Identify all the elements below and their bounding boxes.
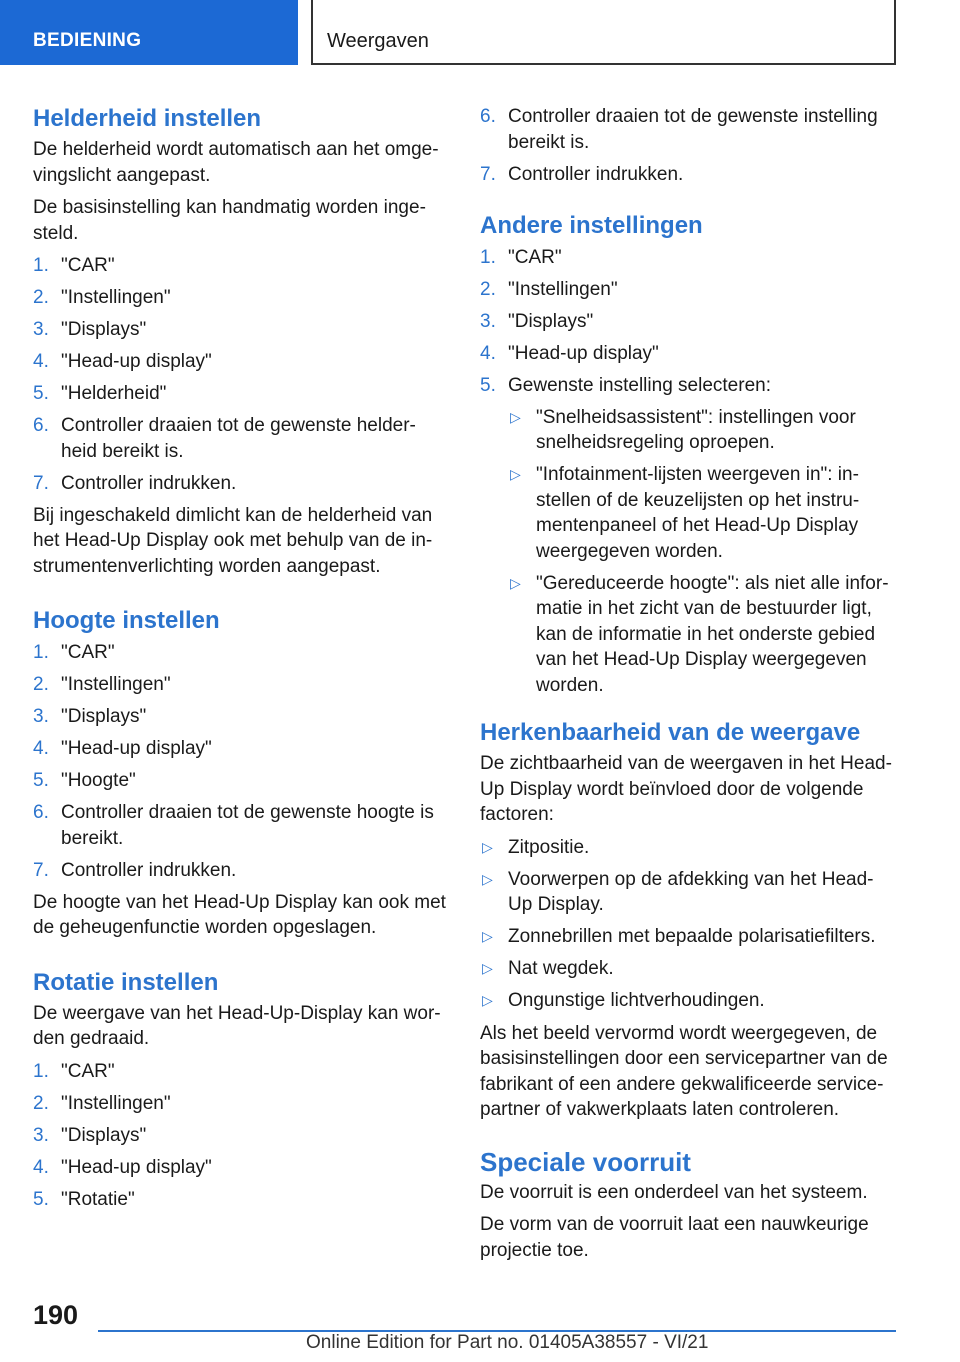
factor-item (480, 988, 895, 1014)
step-text: "Head-up display" (61, 351, 212, 372)
step-number: 4. (480, 343, 496, 364)
page-number: 190 (33, 1300, 79, 1330)
factor-item (480, 867, 895, 918)
factor-text: Voorwerpen op de afdekking van het Head-Up Display. (508, 868, 874, 915)
step-number: 2. (33, 1092, 49, 1114)
step-item (33, 800, 449, 851)
paragraph: Als het beeld vervormd wordt weergegeven, de basisinstellingen door een servicepartner van de fabrikant of een andere gekwalificeerde service-partner of vakwerkplaats laten controleren. (480, 1022, 888, 1120)
step-text: Controller draaien tot de gewenste hoogte is bereikt. (61, 802, 434, 849)
step-item (33, 285, 449, 311)
triangle-right-icon: ▷ (510, 466, 521, 482)
heading-height: Hoogte instellen (33, 607, 220, 634)
step-number: 4. (33, 1156, 49, 1178)
step-text: "Head-up display" (508, 343, 659, 364)
step-item (33, 704, 449, 730)
step-text: "Instellingen" (61, 674, 171, 695)
section-label: BEDIENING (33, 30, 142, 51)
factor-text: Zonnebrillen met bepaalde polarisatiefilters. (508, 926, 876, 947)
triangle-right-icon: ▷ (482, 960, 493, 976)
paragraph: De voorruit is een onderdeel van het systeem. (480, 1181, 868, 1203)
step-item (480, 162, 895, 188)
triangle-right-icon: ▷ (482, 870, 493, 887)
factor-text: Nat wegdek. (508, 958, 614, 979)
factor-list (480, 835, 895, 1014)
step-item (33, 1187, 449, 1213)
step-number: 4. (33, 351, 49, 372)
step-number: 1. (33, 1060, 49, 1082)
sub-option-text: "Infotainment-lijsten weergeven in": in-stellen of de keuzelijsten op het instru-mentenpaneel of het Head-Up Display weergegeven worden. (536, 464, 860, 562)
steps-list (33, 640, 449, 883)
step-text: Controller indrukken. (508, 163, 684, 185)
step-text: Controller draaien tot de gewenste helder-heid bereikt is. (61, 415, 416, 462)
step-item (480, 104, 895, 155)
factor-text: Zitpositie. (508, 836, 590, 858)
step-item (33, 317, 449, 343)
paragraph: De hoogte van het Head-Up Display kan ook met de geheugenfunctie worden opgeslagen. (33, 891, 446, 938)
step-number: 1. (33, 642, 49, 663)
step-text: "Instellingen" (61, 287, 171, 308)
heading-brightness: Helderheid instellen (33, 105, 262, 132)
step-item (33, 413, 449, 464)
step-text: "Helderheid" (61, 383, 167, 404)
step-text: "Displays" (61, 1124, 147, 1146)
heading-rotation: Rotatie instellen (33, 968, 219, 996)
right-column (480, 104, 895, 1270)
step-text: "Displays" (61, 706, 147, 727)
steps-list (480, 104, 895, 187)
paragraph: De zichtbaarheid van de weergaven in het Head-Up Display wordt beïnvloed door de volgende factoren: (480, 753, 892, 825)
step-item (33, 858, 449, 884)
step-text: "Hoogte" (61, 770, 136, 791)
chapter-title: Weergaven (327, 30, 429, 52)
step-item (33, 381, 449, 407)
section-tab (0, 0, 298, 65)
sub-option-item (508, 462, 895, 564)
step-item (33, 1123, 449, 1149)
step-number: 3. (33, 319, 49, 340)
step-item (33, 471, 449, 497)
step-item (480, 373, 895, 698)
step-text: "Head-up display" (61, 738, 212, 759)
step-number: 2. (480, 279, 496, 300)
paragraph: De basisinstelling kan handmatig worden inge-steld. (33, 197, 426, 244)
step-number: 5. (33, 770, 49, 791)
step-text: "CAR" (61, 642, 115, 663)
steps-list (33, 1059, 449, 1213)
step-number: 2. (33, 287, 49, 308)
paragraph: De vorm van de voorruit laat een nauwkeurige projectie toe. (480, 1214, 869, 1261)
left-column (33, 104, 449, 1219)
triangle-right-icon: ▷ (510, 574, 521, 591)
step-text: "Instellingen" (61, 1092, 171, 1114)
step-item (480, 277, 895, 303)
factor-item (480, 956, 895, 982)
paragraph: De weergave van het Head-Up-Display kan wor-den gedraaid. (33, 1002, 441, 1049)
triangle-right-icon: ▷ (482, 838, 493, 855)
step-item (33, 1155, 449, 1181)
step-number: 5. (33, 1188, 49, 1210)
step-text: "Rotatie" (61, 1188, 135, 1210)
paragraph: De helderheid wordt automatisch aan het omge-vingslicht aangepast. (33, 139, 439, 186)
step-number: 5. (33, 383, 49, 404)
step-text: "Displays" (508, 311, 594, 332)
heading-windshield: Speciale voorruit (480, 1146, 691, 1177)
step-text: "CAR" (61, 1060, 115, 1082)
step-number: 1. (480, 247, 496, 268)
step-number: 7. (33, 859, 49, 881)
chapter-header (311, 0, 896, 65)
step-number: 3. (33, 1124, 49, 1146)
sub-option-item (508, 571, 895, 699)
triangle-right-icon: ▷ (482, 992, 493, 1008)
step-item (33, 640, 449, 666)
step-text: Controller indrukken. (61, 859, 237, 881)
step-number: 6. (33, 802, 49, 823)
step-text: "Head-up display" (61, 1156, 212, 1178)
sub-option-list (508, 405, 895, 699)
heading-visibility: Herkenbaarheid van de weergave (480, 719, 861, 746)
sub-option-text: "Snelheidsassistent": instellingen voor snelheidsregeling oproepen. (536, 406, 856, 453)
step-item (33, 253, 449, 279)
factor-item (480, 835, 895, 861)
step-item (480, 245, 895, 271)
step-text: "CAR" (61, 255, 115, 276)
step-item (33, 672, 449, 698)
step-item (480, 341, 895, 367)
step-number: 6. (33, 415, 49, 436)
step-item (480, 309, 895, 335)
step-item (33, 349, 449, 375)
step-number: 7. (480, 163, 496, 185)
step-number: 6. (480, 106, 496, 127)
step-item (33, 1059, 449, 1085)
step-number: 2. (33, 674, 49, 695)
triangle-right-icon: ▷ (482, 928, 493, 944)
sub-option-item (508, 405, 895, 456)
sub-option-text: "Gereduceerde hoogte": als niet alle infor-matie in het zicht van de bestuurder ligt, kan de informatie in het onderste gebied van het Head-Up Display weergegeven worden. (536, 572, 889, 696)
step-text: Gewenste instelling selecteren: (508, 375, 771, 396)
step-text: Controller indrukken. (61, 472, 237, 494)
steps-list (33, 253, 449, 496)
factor-item (480, 924, 895, 950)
step-number: 7. (33, 472, 49, 494)
step-text: Controller draaien tot de gewenste instelling bereikt is. (508, 106, 878, 153)
step-text: "Displays" (61, 319, 147, 340)
edition-note: Online Edition for Part no. 01405A38557 - VI/21 (306, 1332, 709, 1353)
step-number: 5. (480, 375, 496, 396)
factor-text: Ongunstige lichtverhoudingen. (508, 990, 765, 1011)
step-number: 3. (480, 311, 496, 332)
step-item (33, 768, 449, 794)
heading-other-settings: Andere instellingen (480, 212, 703, 239)
step-number: 1. (33, 255, 49, 276)
step-number: 3. (33, 706, 49, 727)
step-item (33, 736, 449, 762)
step-text: "Instellingen" (508, 279, 618, 300)
step-text: "CAR" (508, 247, 562, 268)
triangle-right-icon: ▷ (510, 408, 521, 425)
paragraph: Bij ingeschakeld dimlicht kan de helderheid van het Head-Up Display ook met behulp van de in-strumentenverlichting worden aangepast. (33, 504, 433, 577)
steps-list (480, 245, 895, 698)
step-number: 4. (33, 738, 49, 759)
step-item (33, 1091, 449, 1117)
